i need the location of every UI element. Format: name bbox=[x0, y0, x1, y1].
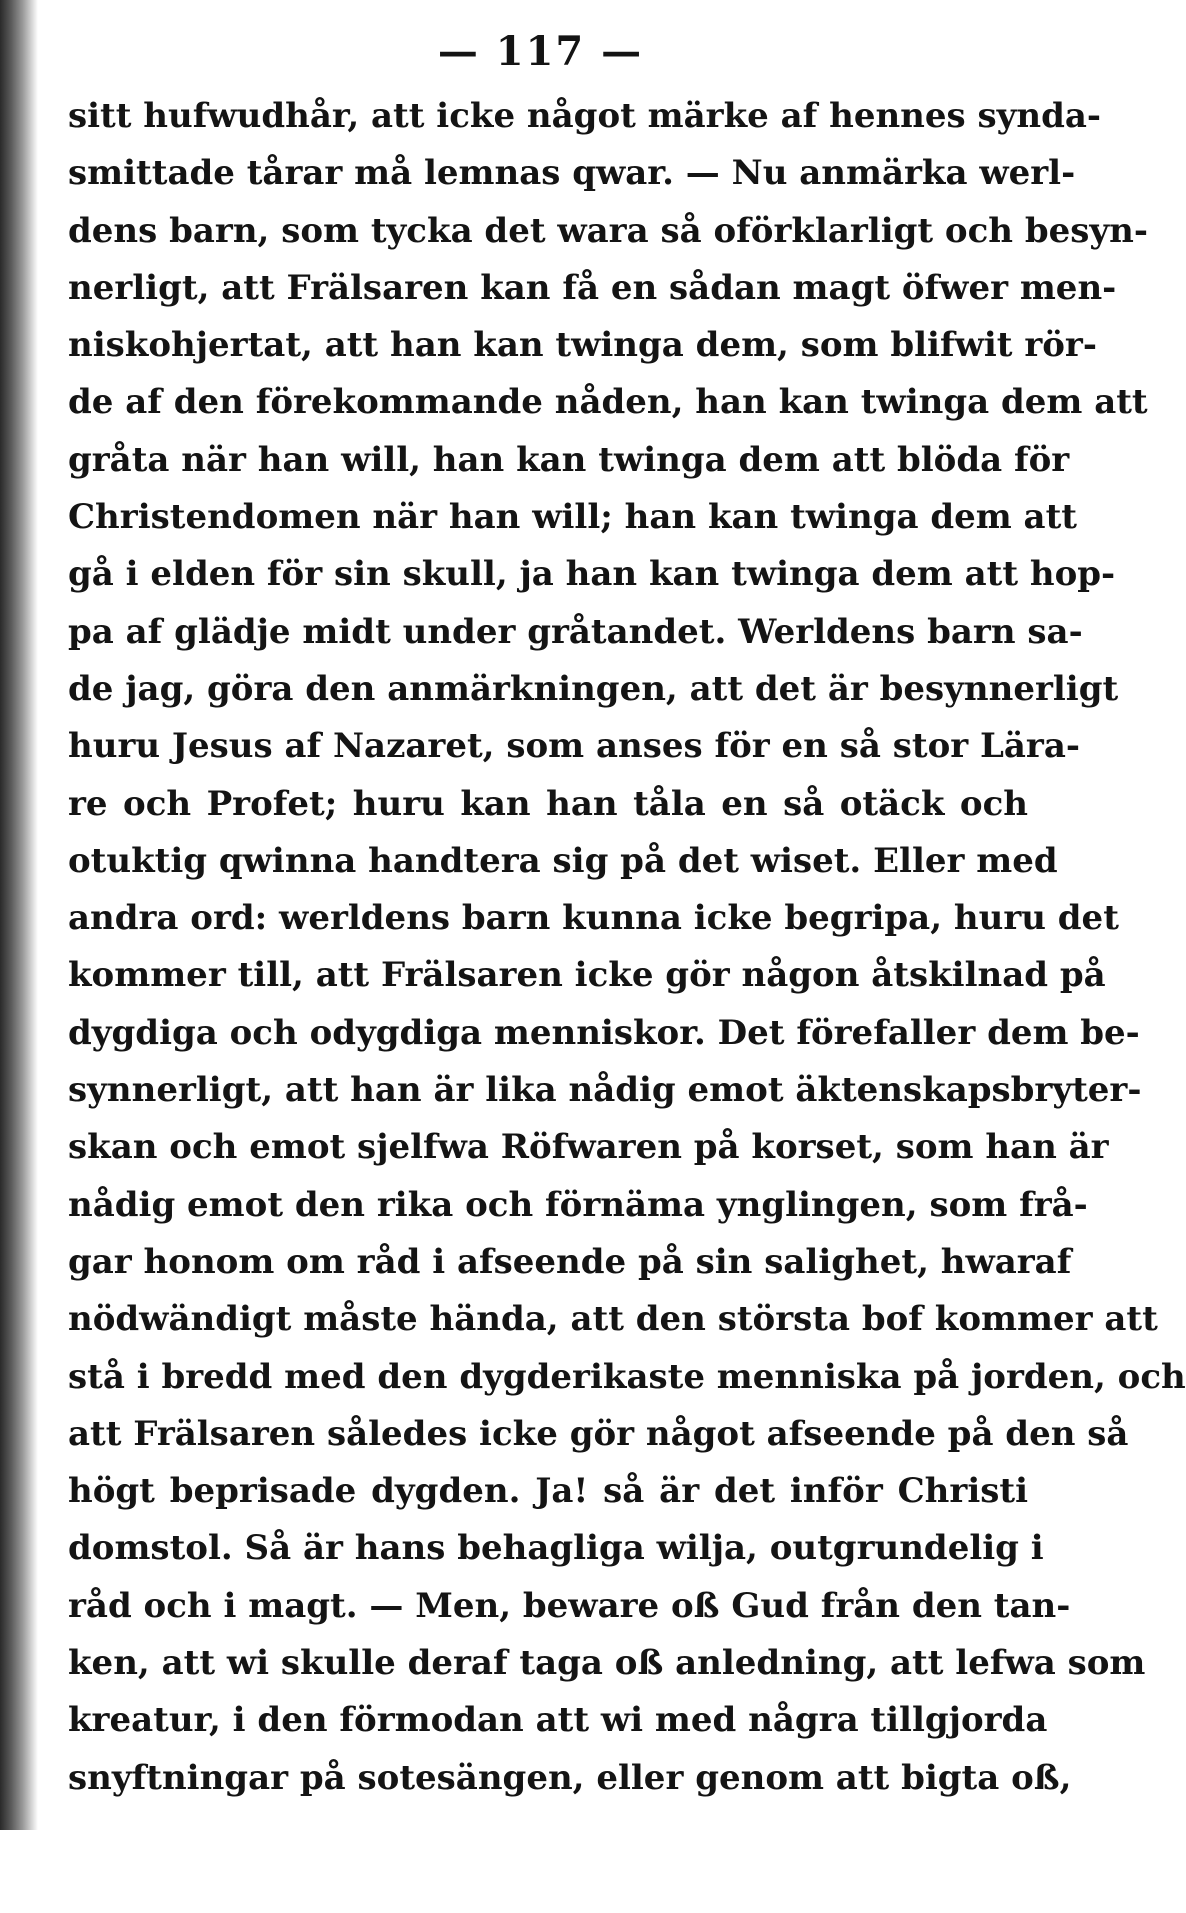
text-line: de af den förekommande nåden, han kan twinga dem att bbox=[68, 382, 1148, 423]
text-line: stå i bredd med den dygderikaste menniska på jorden, och bbox=[68, 1356, 1186, 1397]
text-line: domstol. Så är hans behagliga wilja, outgrundelig i bbox=[68, 1528, 1044, 1569]
text-line: kommer till, att Frälsaren icke gör någon åtskilnad på bbox=[68, 955, 1106, 996]
text-line: att Frälsaren således icke gör något afseende på den så bbox=[68, 1413, 1129, 1454]
text-line: råd och i magt. — Men, beware oß Gud från den tan- bbox=[68, 1585, 1071, 1626]
text-line: kreatur, i den förmodan att wi med några tillgjorda bbox=[68, 1700, 1048, 1741]
text-line: niskohjertat, att han kan twinga dem, som blifwit rör- bbox=[68, 325, 1097, 366]
text-line: gar honom om råd i afseende på sin salighet, hwaraf bbox=[68, 1241, 1072, 1282]
text-line: nerligt, att Frälsaren kan få en sådan magt öfwer men- bbox=[68, 267, 1117, 308]
text-line: högt beprisade dygden. Ja! så är det inför Christi bbox=[68, 1471, 1028, 1512]
text-line: andra ord: werldens barn kunna icke begripa, huru det bbox=[68, 898, 1119, 939]
text-line: de jag, göra den anmärkningen, att det är besynnerligt bbox=[68, 668, 1119, 709]
page-body-text bbox=[68, 88, 1186, 1807]
text-line: nådig emot den rika och förnäma ynglingen, som frå- bbox=[68, 1184, 1088, 1225]
text-line: skan och emot sjelfwa Röfwaren på korset, som han är bbox=[68, 1127, 1109, 1168]
text-line: smittade tårar må lemnas qwar. — Nu anmärka werl- bbox=[68, 153, 1076, 194]
text-line: ken, att wi skulle deraf taga oß anledning, att lefwa som bbox=[68, 1643, 1146, 1684]
text-line: Christendomen när han will; han kan twinga dem att bbox=[68, 497, 1077, 538]
text-line: synnerligt, att han är lika nådig emot äktenskapsbryter- bbox=[68, 1070, 1142, 1111]
text-line: gå i elden för sin skull, ja han kan twinga dem att hop- bbox=[68, 554, 1116, 595]
text-line: sitt hufwudhår, att icke något märke af hennes synda- bbox=[68, 96, 1102, 136]
text-line: gråta när han will, han kan twinga dem att blöda för bbox=[68, 439, 1070, 480]
text-line: dens barn, som tycka det wara så oförklarligt och besyn- bbox=[68, 210, 1148, 251]
text-line: pa af glädje midt under gråtandet. Werldens barn sa- bbox=[68, 611, 1083, 652]
page-number: — 117 — bbox=[437, 28, 644, 75]
text-line: nödwändigt måste hända, att den största bof kommer att bbox=[68, 1299, 1158, 1340]
text-line: huru Jesus af Nazaret, som anses för en så stor Lära- bbox=[68, 726, 1080, 767]
text-line: re och Profet; huru kan han tåla en så otäck och bbox=[68, 783, 1028, 824]
text-line: otuktig qwinna handtera sig på det wiset. Eller med bbox=[68, 840, 1058, 881]
text-line: snyftningar på sotesängen, eller genom att bigta oß, bbox=[68, 1757, 1072, 1798]
text-line: dygdiga och odygdiga menniskor. Det förefaller dem be- bbox=[68, 1012, 1140, 1053]
